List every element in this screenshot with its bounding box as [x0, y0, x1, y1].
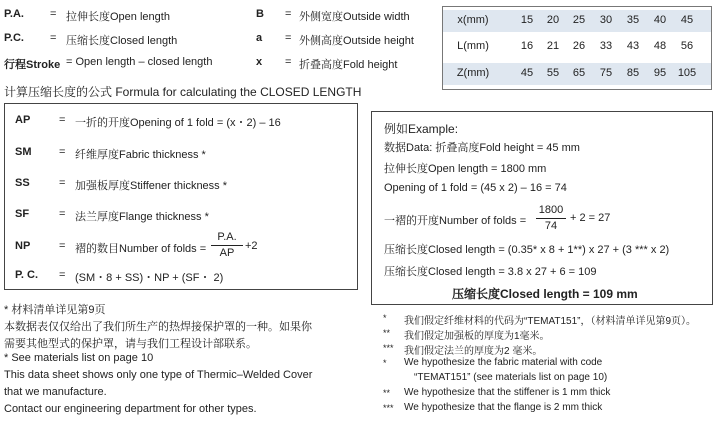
folds-denominator: 74 — [544, 220, 558, 232]
footnote-mark: *** — [383, 403, 394, 413]
legend-pa-value: 拉伸长度Open length — [66, 11, 170, 23]
formula-np-eq: = — [59, 240, 66, 252]
formula-sf-value: 法兰厚度Flange thickness * — [75, 211, 209, 223]
example-closed-formula: 压缩长度Closed length = (0.35* x 8 + 1**) x 27 + (3 *** x 2) — [384, 244, 670, 256]
footnote-mark: ** — [383, 328, 391, 338]
table-cell: 20 — [546, 14, 560, 26]
formula-box — [4, 103, 358, 290]
example-open-length: 拉伸长度Open length = 1800 mm — [384, 163, 547, 175]
formula-ss-key: SS — [15, 177, 30, 189]
footnote-mark: * — [383, 358, 387, 368]
table-row — [443, 63, 711, 85]
table-cell: 30 — [599, 14, 613, 26]
formula-pc-key: P. C. — [15, 269, 39, 281]
legend-b-key: B — [256, 8, 264, 20]
table-cell: 95 — [653, 67, 667, 79]
formula-sm-eq: = — [59, 146, 66, 158]
example-closed-calc: 压缩长度Closed length = 3.8 x 27 + 6 = 109 — [384, 266, 597, 278]
legend-stroke-value: = Open length – closed length — [66, 56, 213, 68]
table-cell: 35 — [626, 14, 640, 26]
note-datasheet-en-1: This data sheet shows only one type of Thermic–Welded Cover — [4, 369, 313, 381]
table-cell: 55 — [546, 67, 560, 79]
formula-ap-value: 一折的开度Opening of 1 fold = (x・2) – 16 — [75, 117, 281, 129]
legend-a-key: a — [256, 32, 263, 44]
legend-b-eq: = — [285, 8, 292, 20]
footnote-fabric-en-2: “TEMAT151” (see materials list on page 10) — [414, 372, 608, 383]
footnote-stiffener-cn: 我们假定加强板的厚度为1毫米。 — [404, 331, 550, 342]
formula-sf-eq: = — [59, 208, 66, 220]
table-cell: 75 — [599, 67, 613, 79]
formula-ap-eq: = — [59, 114, 66, 126]
example-folds-label: 一褶的开度Number of folds = — [384, 215, 527, 227]
np-denominator: AP — [219, 247, 235, 259]
formula-ss-value: 加强板厚度Stiffener thickness * — [75, 180, 228, 192]
legend-pc-key: P.C. — [4, 32, 24, 44]
formula-sm-key: SM — [15, 146, 32, 158]
legend-x-key: x — [256, 56, 263, 68]
dimension-table — [442, 6, 712, 90]
footnote-mark: *** — [383, 343, 394, 353]
note-contact: Contact our engineering department for other types. — [4, 403, 257, 415]
legend-pa-key: P.A. — [4, 8, 24, 20]
table-cell: 25 — [572, 14, 586, 26]
formula-np-value: 褶的数目Number of folds = — [75, 243, 207, 255]
legend-pa-eq: = — [50, 8, 57, 20]
table-cell: 48 — [653, 40, 667, 52]
footnote-mark: * — [383, 313, 387, 323]
footnote-stiffener-en: We hypothesize that the stiffener is 1 mm thick — [404, 387, 611, 398]
footnote-fabric-cn: 我们假定纤维材料的代码为“TEMAT151”，（材料清单详见第9页）。 — [404, 316, 697, 327]
table-cell: 105 — [677, 67, 697, 79]
example-opening-fold: Opening of 1 fold = (45 x 2) – 16 = 74 — [384, 182, 567, 194]
fraction-bar — [211, 245, 243, 246]
legend-pc-eq: = — [50, 32, 57, 44]
table-cell: 45 — [520, 67, 534, 79]
table-row — [443, 10, 711, 32]
table-cell: 16 — [520, 40, 534, 52]
table-cell: 33 — [599, 40, 613, 52]
example-data-line: 数据Data: 折叠高度Fold height = 45 mm — [384, 142, 580, 154]
table-row — [443, 36, 711, 58]
formula-sf-key: SF — [15, 208, 30, 220]
legend-a-eq: = — [285, 32, 292, 44]
formula-pc-eq: = — [59, 269, 66, 281]
formula-ss-eq: = — [59, 177, 66, 189]
legend-x-value: 折叠高度Fold height — [299, 59, 398, 71]
formula-pc-value: (SM・8 + SS)・NP + (SF・ 2) — [75, 272, 224, 284]
note-materials-en: * See materials list on page 10 — [4, 352, 154, 364]
note-datasheet-en-2: that we manufacture. — [4, 386, 107, 398]
footnote-flange-cn: 我们假定法兰的厚度为2 毫米。 — [404, 346, 543, 357]
formula-title: 计算压缩长度的公式 Formula for calculating the CLOSED LENGTH — [4, 85, 362, 99]
example-title: 例如Example: — [384, 122, 459, 136]
footnote-fabric-en-1: We hypothesize the fabric material with code — [404, 357, 603, 368]
formula-np-tail: +2 — [245, 240, 258, 252]
legend-stroke-key: 行程Stroke — [4, 59, 61, 71]
folds-fraction — [536, 204, 566, 234]
table-cell: 40 — [653, 14, 667, 26]
formula-sm-value: 纤维厚度Fabric thickness * — [75, 149, 206, 161]
note-datasheet-cn-1: 本数据表仅仅给出了我们所生产的热焊接保护罩的一种。如果你 — [4, 321, 312, 333]
legend-a-value: 外侧高度Outside height — [299, 35, 414, 47]
table-cell: 45 — [680, 14, 694, 26]
example-result: 压缩长度Closed length = 109 mm — [452, 287, 638, 301]
note-datasheet-cn-2: 需要其他型式的保护罩，请与我们工程设计部联系。 — [4, 338, 257, 350]
legend-b-value: 外侧宽度Outside width — [299, 11, 410, 23]
folds-numerator: 1800 — [538, 204, 564, 216]
note-materials-cn: * 材料清单详见第9页 — [4, 304, 106, 316]
footnote-flange-en: We hypothesize that the flange is 2 mm thick — [404, 402, 603, 413]
np-numerator: P.A. — [217, 231, 237, 243]
table-row-header: Z(mm) — [456, 67, 490, 79]
formula-np-key: NP — [15, 240, 31, 252]
table-cell: 43 — [626, 40, 640, 52]
table-cell: 26 — [572, 40, 586, 52]
legend-x-eq: = — [285, 56, 292, 68]
example-box — [371, 111, 713, 305]
formula-ap-key: AP — [15, 114, 31, 126]
fraction-bar — [536, 218, 566, 219]
legend-pc-value: 压缩长度Closed length — [66, 35, 178, 47]
table-cell: 65 — [572, 67, 586, 79]
table-cell: 21 — [546, 40, 560, 52]
table-cell: 56 — [680, 40, 694, 52]
table-row-header: L(mm) — [457, 40, 489, 52]
table-row-header: x(mm) — [457, 14, 489, 26]
table-cell: 15 — [520, 14, 534, 26]
np-fraction — [211, 231, 243, 261]
table-cell: 85 — [626, 67, 640, 79]
footnote-mark: ** — [383, 388, 391, 398]
example-folds-result: + 2 = 27 — [570, 212, 611, 224]
